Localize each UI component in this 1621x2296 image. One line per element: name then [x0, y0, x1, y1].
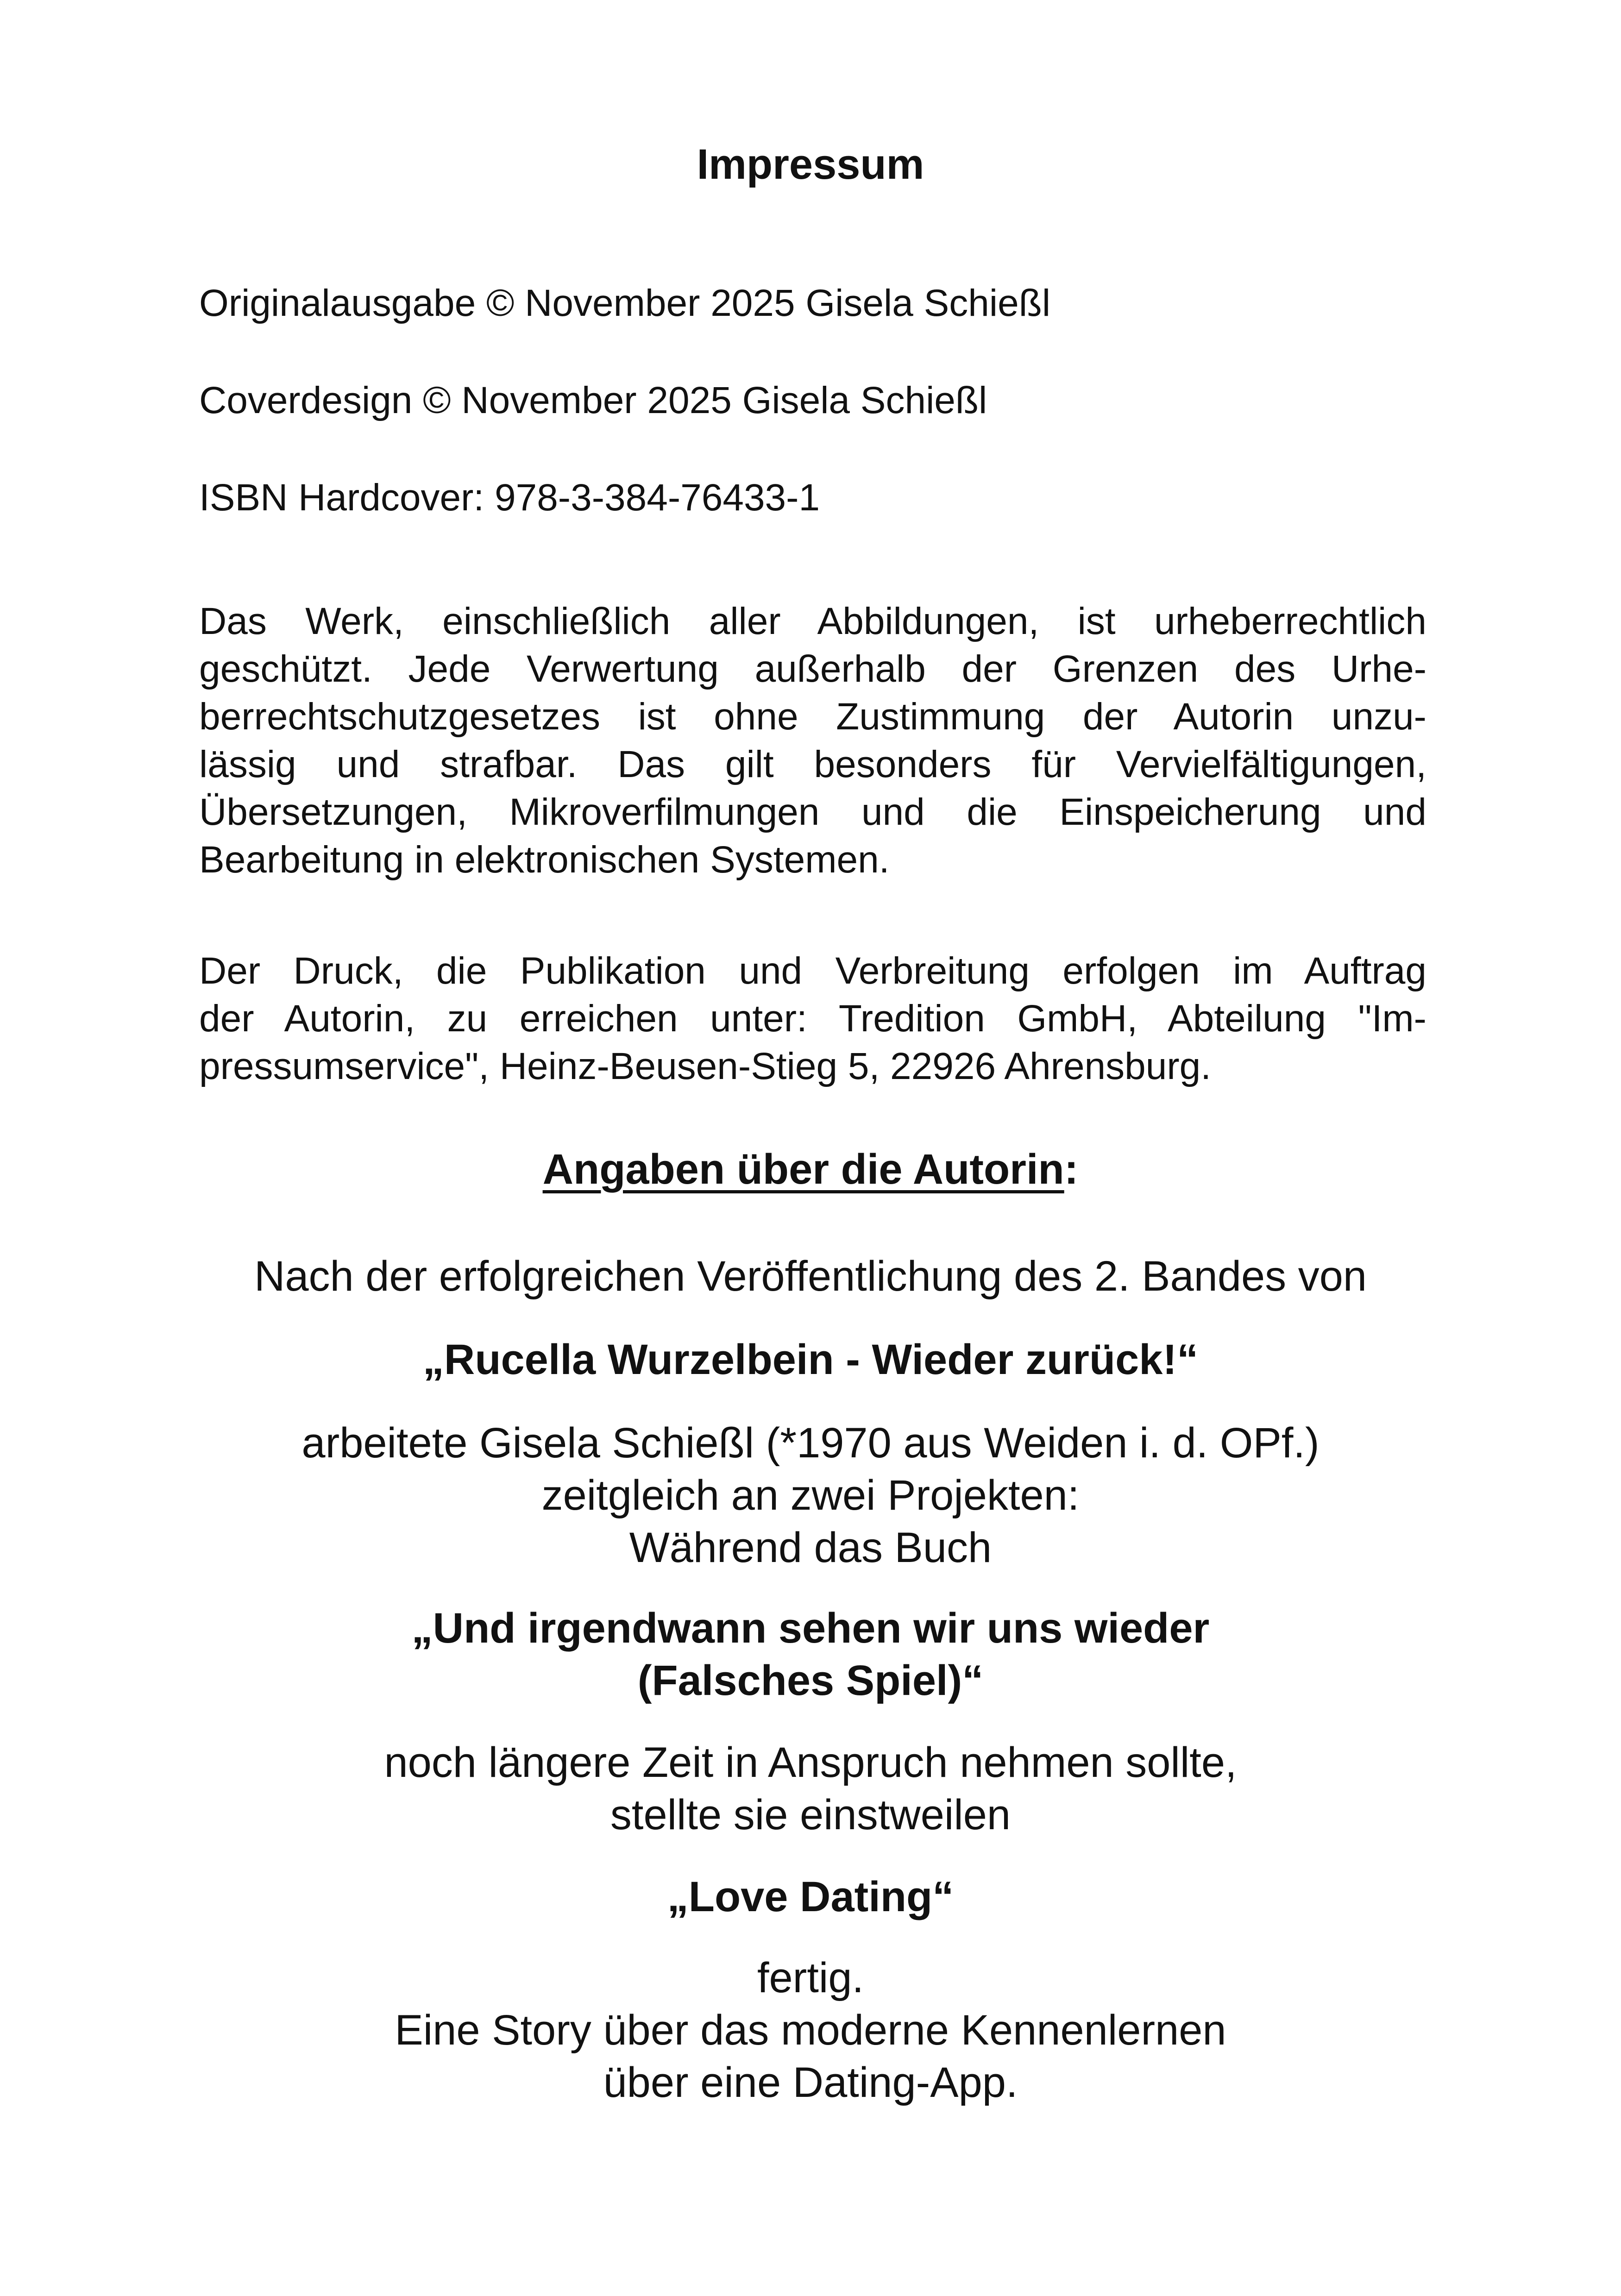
author-middle-2: [0, 1737, 1621, 1841]
paragraph-line: der Autorin, zu erreichen unter: Tredition GmbH, Abteilung "Im-: [199, 997, 1426, 1040]
text-line: Eine Story über das moderne Kennenlernen: [395, 2007, 1226, 2054]
paragraph-line: pressumservice", Heinz-Beusen-Stieg 5, 22926 Ahrensburg.: [199, 1045, 1212, 1087]
book-title-line: (Falsches Spiel)“: [637, 1657, 984, 1704]
intro-line: Nach der erfolgreichen Veröffentlichung des 2. Bandes von: [254, 1253, 1367, 1300]
author-heading: [0, 1144, 1621, 1195]
book-title-falsches-spiel: [0, 1602, 1621, 1707]
book-title-line: „Love Dating“: [667, 1873, 954, 1920]
text-line: über eine Dating-App.: [603, 2059, 1018, 2106]
book-title-line: „Und irgendwann sehen wir uns wieder: [411, 1605, 1210, 1652]
isbn-line: ISBN Hardcover: 978-3-384-76433-1: [199, 477, 820, 519]
book-title-line: „Rucella Wurzelbein - Wieder zurück!“: [422, 1336, 1199, 1383]
paragraph-line: Der Druck, die Publikation und Verbreitung erfolgen im Auftrag: [199, 950, 1426, 992]
paragraph-line: Das Werk, einschließlich aller Abbildungen, ist urheberrechtlich: [199, 600, 1426, 642]
print-paragraph: [199, 947, 1426, 1090]
author-intro: [0, 1250, 1621, 1303]
text-line: zeitgleich an zwei Projekten:: [541, 1472, 1080, 1519]
paragraph-line: lässig und strafbar. Das gilt besonders für Vervielfältigungen,: [199, 743, 1426, 785]
book-title-rucella: [0, 1334, 1621, 1386]
paragraph-line: Bearbeitung in elektronischen Systemen.: [199, 839, 890, 881]
page-title: Impressum: [697, 141, 924, 188]
book-title-love-dating: [0, 1871, 1621, 1923]
author-middle-1: [0, 1417, 1621, 1574]
text-line: stellte sie einstweilen: [610, 1791, 1011, 1838]
paragraph-line: geschützt. Jede Verwertung außerhalb der Grenzen des Urhe-: [199, 648, 1426, 690]
author-heading-colon: :: [1064, 1146, 1079, 1193]
paragraph-line: berrechtschutzgesetzes ist ohne Zustimmung der Autorin unzu-: [199, 696, 1426, 738]
paragraph-line: Übersetzungen, Mikroverfilmungen und die Einspeicherung und: [199, 791, 1426, 833]
text-line: arbeitete Gisela Schießl (*1970 aus Weiden i. d. OPf.): [302, 1419, 1319, 1467]
copyright-paragraph: [199, 597, 1426, 884]
author-heading-text: Angaben über die Autorin: [542, 1146, 1064, 1193]
author-ending: [0, 1952, 1621, 2109]
text-line: noch längere Zeit in Anspruch nehmen sollte,: [384, 1739, 1237, 1786]
text-line: fertig.: [757, 1954, 864, 2001]
text-line: Während das Buch: [629, 1524, 992, 1571]
cover-design-line: Coverdesign © November 2025 Gisela Schießl: [199, 379, 987, 421]
original-edition-line: Originalausgabe © November 2025 Gisela Schießl: [199, 282, 1051, 324]
